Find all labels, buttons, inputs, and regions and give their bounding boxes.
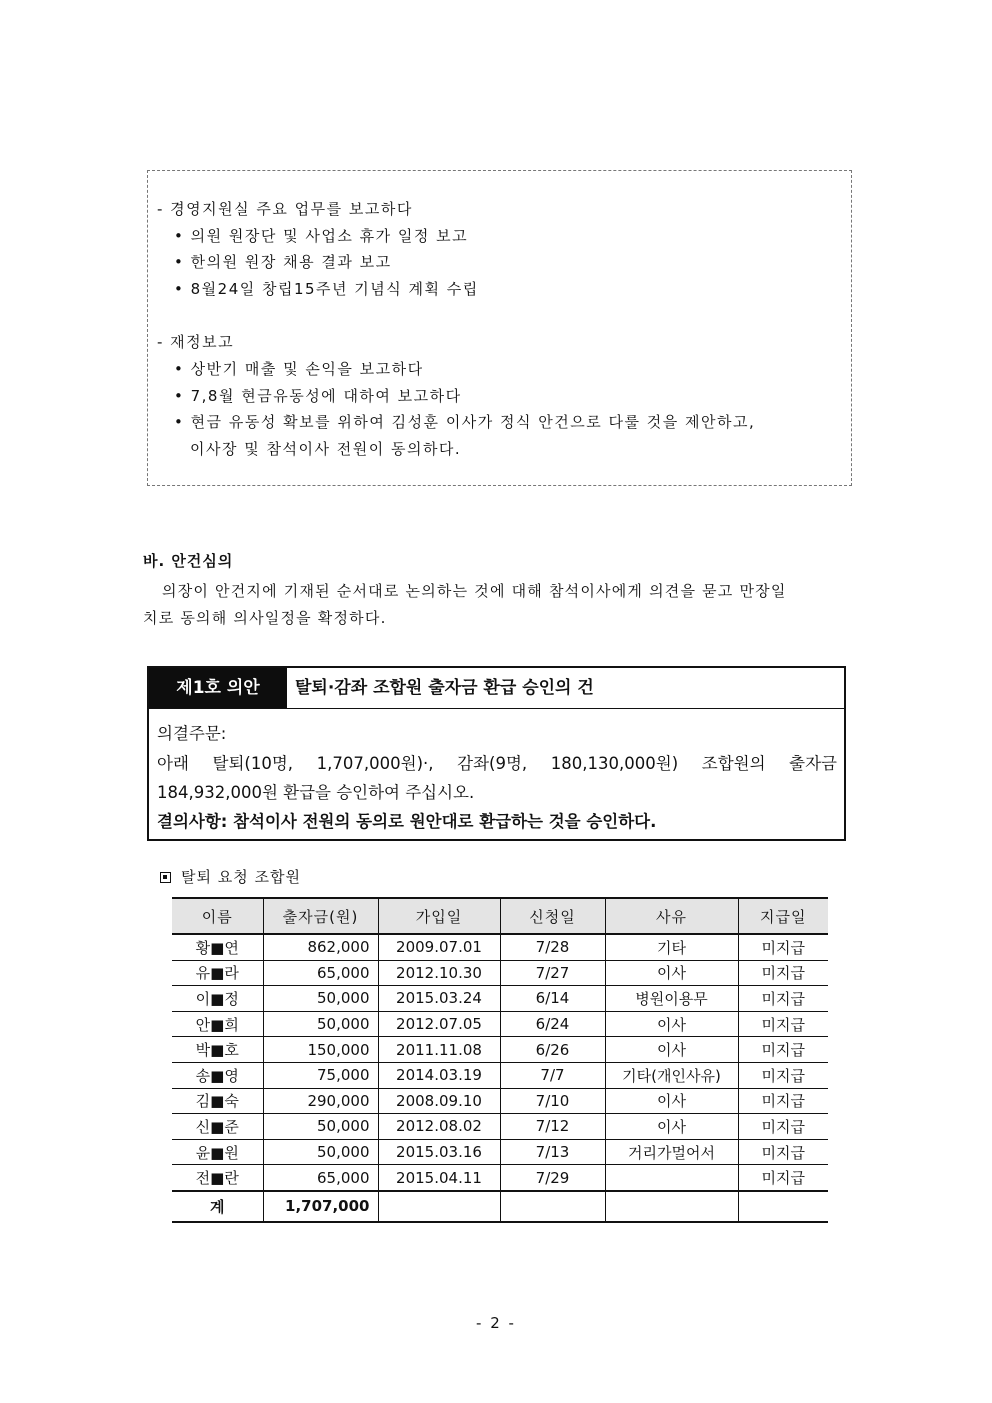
resolution-decision: 결의사항: 참석이사 전원의 동의로 원안대로 환급하는 것을 승인하다. bbox=[157, 812, 657, 831]
cell-name: 신■준 bbox=[172, 1114, 263, 1140]
cell-join-date: 2012.07.05 bbox=[378, 1011, 500, 1037]
cell-request-date: 6/24 bbox=[500, 1011, 605, 1037]
resolution-order-text: 아래 탈퇴(10명, 1,707,000원)·, 감좌(9명, 180,130,000원) 조합원의 출자금 bbox=[157, 754, 837, 773]
resolution-order-text: 184,932,000원 환급을 승인하여 주십시오. bbox=[157, 783, 475, 802]
table-header-row bbox=[172, 898, 828, 934]
cell-amount: 75,000 bbox=[263, 1062, 378, 1088]
section-paragraph-line: 치로 동의해 의사일정을 확정하다. bbox=[143, 609, 387, 627]
report-bullet: • 7,8월 현금유동성에 대하여 보고하다 bbox=[174, 387, 462, 405]
cell-reason: 이사 bbox=[605, 1114, 738, 1140]
cell-request-date: 6/14 bbox=[500, 986, 605, 1012]
report-bullet-continuation: 이사장 및 참석이사 전원이 동의하다. bbox=[190, 440, 462, 458]
cell-join-date: 2009.07.01 bbox=[378, 934, 500, 960]
cell-join-date: 2014.03.19 bbox=[378, 1062, 500, 1088]
cell-join-date: 2012.10.30 bbox=[378, 960, 500, 986]
cell-amount: 50,000 bbox=[263, 1011, 378, 1037]
cell-amount: 150,000 bbox=[263, 1037, 378, 1063]
cell-reason: 기타 bbox=[605, 934, 738, 960]
cell-reason: 이사 bbox=[605, 960, 738, 986]
table-row bbox=[172, 1088, 828, 1114]
column-header-reason: 사유 bbox=[605, 898, 738, 934]
column-header-amount: 출자금(원) bbox=[263, 898, 378, 934]
report-bullet: • 상반기 매출 및 손익을 보고하다 bbox=[174, 360, 424, 378]
cell-request-date: 7/29 bbox=[500, 1165, 605, 1191]
column-header-join-date: 가입일 bbox=[378, 898, 500, 934]
cell-reason bbox=[605, 1165, 738, 1191]
cell-request-date: 7/27 bbox=[500, 960, 605, 986]
cell-name: 황■연 bbox=[172, 934, 263, 960]
cell-name: 전■란 bbox=[172, 1165, 263, 1191]
cell-join-date: 2015.03.24 bbox=[378, 986, 500, 1012]
report-box bbox=[147, 170, 852, 486]
table-row bbox=[172, 934, 828, 960]
cell-amount: 50,000 bbox=[263, 1139, 378, 1165]
table-row bbox=[172, 1165, 828, 1191]
cell-request-date: 7/28 bbox=[500, 934, 605, 960]
table-row bbox=[172, 960, 828, 986]
cell-amount: 50,000 bbox=[263, 986, 378, 1012]
resolution-number: 제1호 의안 bbox=[149, 668, 287, 708]
table-total-row bbox=[172, 1191, 828, 1222]
cell-payment-date: 미지급 bbox=[738, 1062, 828, 1088]
cell-name: 김■숙 bbox=[172, 1088, 263, 1114]
cell-amount: 65,000 bbox=[263, 1165, 378, 1191]
resolution-order-label: 의결주문: bbox=[157, 724, 227, 743]
table-row bbox=[172, 1037, 828, 1063]
cell-request-date: 7/13 bbox=[500, 1139, 605, 1165]
table-row bbox=[172, 1011, 828, 1037]
cell-amount: 50,000 bbox=[263, 1114, 378, 1140]
withdrawal-members-table bbox=[172, 897, 828, 1223]
column-header-name: 이름 bbox=[172, 898, 263, 934]
empty-cell bbox=[500, 1191, 605, 1222]
column-header-request-date: 신청일 bbox=[500, 898, 605, 934]
total-amount: 1,707,000 bbox=[263, 1191, 378, 1222]
cell-request-date: 7/7 bbox=[500, 1062, 605, 1088]
report-bullet: • 의원 원장단 및 사업소 휴가 일정 보고 bbox=[174, 227, 469, 245]
cell-name: 이■정 bbox=[172, 986, 263, 1012]
table-row bbox=[172, 986, 828, 1012]
cell-payment-date: 미지급 bbox=[738, 934, 828, 960]
cell-payment-date: 미지급 bbox=[738, 1088, 828, 1114]
column-header-payment-date: 지급일 bbox=[738, 898, 828, 934]
cell-name: 윤■원 bbox=[172, 1139, 263, 1165]
resolution-box bbox=[147, 666, 846, 841]
section-title: 바. 안건심의 bbox=[143, 552, 234, 570]
cell-reason: 이사 bbox=[605, 1011, 738, 1037]
cell-reason: 기타(개인사유) bbox=[605, 1062, 738, 1088]
table-caption-text: 탈퇴 요청 조합원 bbox=[181, 868, 301, 886]
cell-reason: 병원이용무 bbox=[605, 986, 738, 1012]
cell-request-date: 7/12 bbox=[500, 1114, 605, 1140]
table-row bbox=[172, 1139, 828, 1165]
cell-request-date: 6/26 bbox=[500, 1037, 605, 1063]
cell-name: 박■호 bbox=[172, 1037, 263, 1063]
cell-reason: 거리가멀어서 bbox=[605, 1139, 738, 1165]
cell-payment-date: 미지급 bbox=[738, 1114, 828, 1140]
cell-payment-date: 미지급 bbox=[738, 986, 828, 1012]
report-bullet: • 현금 유동성 확보를 위하여 김성훈 이사가 정식 안건으로 다룰 것을 제안하고, bbox=[174, 413, 756, 431]
table-row bbox=[172, 1114, 828, 1140]
cell-join-date: 2015.03.16 bbox=[378, 1139, 500, 1165]
cell-join-date: 2015.04.11 bbox=[378, 1165, 500, 1191]
report-bullet: • 한의원 원장 채용 결과 보고 bbox=[174, 253, 392, 271]
cell-payment-date: 미지급 bbox=[738, 1037, 828, 1063]
report-heading-finance: - 재정보고 bbox=[157, 333, 235, 351]
cell-name: 유■라 bbox=[172, 960, 263, 986]
cell-payment-date: 미지급 bbox=[738, 960, 828, 986]
cell-amount: 862,000 bbox=[263, 934, 378, 960]
cell-amount: 65,000 bbox=[263, 960, 378, 986]
empty-cell bbox=[378, 1191, 500, 1222]
cell-payment-date: 미지급 bbox=[738, 1139, 828, 1165]
table-row bbox=[172, 1062, 828, 1088]
cell-join-date: 2011.11.08 bbox=[378, 1037, 500, 1063]
cell-reason: 이사 bbox=[605, 1088, 738, 1114]
cell-request-date: 7/10 bbox=[500, 1088, 605, 1114]
cell-name: 안■희 bbox=[172, 1011, 263, 1037]
cell-payment-date: 미지급 bbox=[738, 1165, 828, 1191]
page-number: - 2 - bbox=[476, 1314, 516, 1332]
cell-payment-date: 미지급 bbox=[738, 1011, 828, 1037]
cell-name: 송■영 bbox=[172, 1062, 263, 1088]
resolution-header bbox=[149, 668, 844, 709]
resolution-title: 탈퇴·감좌 조합원 출자금 환급 승인의 건 bbox=[295, 678, 594, 698]
cell-reason: 이사 bbox=[605, 1037, 738, 1063]
cell-amount: 290,000 bbox=[263, 1088, 378, 1114]
empty-cell bbox=[738, 1191, 828, 1222]
total-label: 계 bbox=[172, 1191, 263, 1222]
section-paragraph-line: 의장이 안건지에 기재된 순서대로 논의하는 것에 대해 참석이사에게 의견을 묻고 만장일 bbox=[162, 582, 787, 600]
report-bullet: • 8월24일 창립15주년 기념식 계획 수립 bbox=[174, 280, 479, 298]
cell-join-date: 2012.08.02 bbox=[378, 1114, 500, 1140]
report-heading-management: - 경영지원실 주요 업무를 보고하다 bbox=[157, 200, 413, 218]
table-caption bbox=[160, 866, 301, 887]
square-bullet-icon bbox=[160, 872, 171, 883]
cell-join-date: 2008.09.10 bbox=[378, 1088, 500, 1114]
empty-cell bbox=[605, 1191, 738, 1222]
